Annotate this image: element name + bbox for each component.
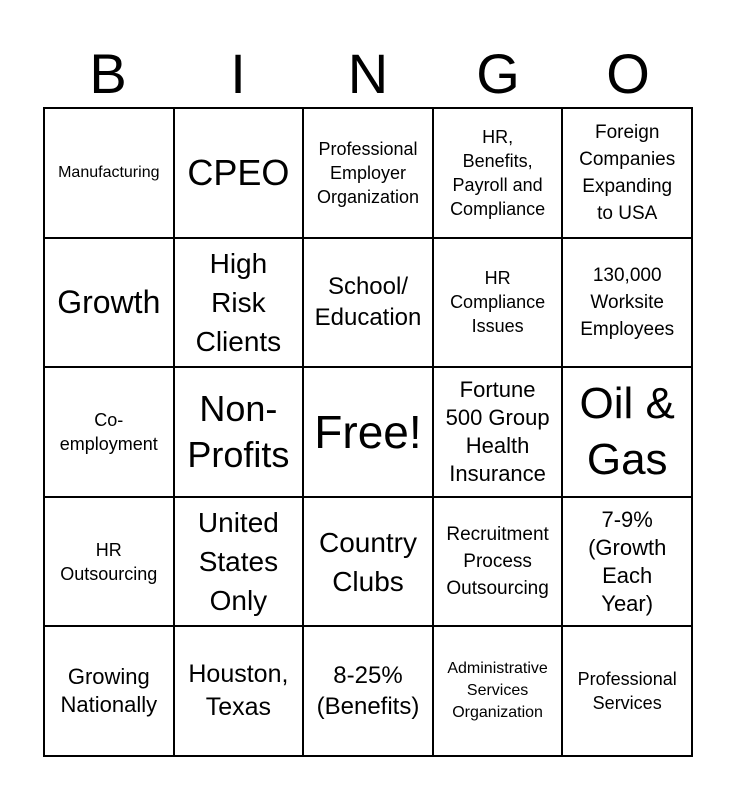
cell-text: Administrative Services Organization bbox=[447, 660, 548, 722]
bingo-cell-r2c5 bbox=[562, 238, 692, 368]
bingo-cell-r2c2 bbox=[174, 238, 304, 368]
header-letter-g: G bbox=[476, 42, 520, 105]
cell-text: Growing Nationally bbox=[60, 664, 158, 718]
bingo-cell-r5c4 bbox=[433, 626, 563, 756]
bingo-cell-r3c5 bbox=[562, 367, 692, 497]
cell-text: Fortune 500 Group Health Insurance bbox=[445, 376, 550, 486]
cell-text: 130,000 Worksite Employees bbox=[580, 264, 675, 340]
bingo-cell-r2c1 bbox=[44, 238, 174, 368]
cell-text: Manufacturing bbox=[58, 163, 160, 181]
header-letter-b: B bbox=[89, 42, 127, 105]
cell-text: High Risk Clients bbox=[195, 247, 282, 357]
bingo-cell-r4c3 bbox=[303, 497, 433, 627]
cell-text: Professional Services bbox=[577, 669, 677, 714]
cell-text: Oil & Gas bbox=[579, 378, 675, 484]
header-letter-n: N bbox=[347, 42, 389, 105]
bingo-cell-r1c1 bbox=[44, 108, 174, 238]
bingo-header bbox=[43, 40, 693, 108]
cell-text: Growth bbox=[57, 283, 161, 320]
cell-text: Country Clubs bbox=[318, 526, 418, 597]
bingo-cell-r5c2 bbox=[174, 626, 304, 756]
bingo-cell-r3c4 bbox=[433, 367, 563, 497]
bingo-cell-r3c2 bbox=[174, 367, 304, 497]
bingo-board bbox=[43, 107, 693, 757]
cell-text: 8-25% (Benefits) bbox=[316, 662, 420, 721]
bingo-cell-r2c3 bbox=[303, 238, 433, 368]
cell-text: Co- employment bbox=[59, 409, 158, 454]
cell-text: Free! bbox=[314, 405, 422, 458]
cell-text: HR, Benefits, Payroll and Compliance bbox=[450, 126, 546, 219]
bingo-cell-r4c2 bbox=[174, 497, 304, 627]
cell-text: Recruitment Process Outsourcing bbox=[446, 524, 549, 600]
bingo-cell-r3c1 bbox=[44, 367, 174, 497]
cell-text: Foreign Companies Expanding to USA bbox=[579, 121, 676, 224]
cell-text: 7-9% (Growth Each Year) bbox=[588, 506, 667, 616]
header-letter-i: I bbox=[230, 42, 246, 105]
bingo-cell-r1c4 bbox=[433, 108, 563, 238]
bingo-cell-r5c3 bbox=[303, 626, 433, 756]
bingo-cell-r5c1 bbox=[44, 626, 174, 756]
cell-text: Houston, Texas bbox=[188, 660, 289, 722]
bingo-cell-r5c5 bbox=[562, 626, 692, 756]
bingo-cell-r3c3 free-space bbox=[303, 367, 433, 497]
bingo-cell-r1c5 bbox=[562, 108, 692, 238]
bingo-cell-r4c4 bbox=[433, 497, 563, 627]
bingo-cell-r2c4 bbox=[433, 238, 563, 368]
bingo-cell-r1c3 bbox=[303, 108, 433, 238]
bingo-cell-r4c1 bbox=[44, 497, 174, 627]
cell-text: HR Compliance Issues bbox=[450, 268, 546, 337]
cell-text: CPEO bbox=[187, 151, 290, 193]
cell-text: School/ Education bbox=[314, 273, 422, 332]
bingo-cell-r1c2 bbox=[174, 108, 304, 238]
cell-text: Non- Profits bbox=[187, 387, 290, 475]
header-letter-o: O bbox=[606, 42, 650, 105]
bingo-cell-r4c5 bbox=[562, 497, 692, 627]
cell-text: United States Only bbox=[197, 507, 279, 617]
cell-text: Professional Employer Organization bbox=[316, 138, 420, 207]
cell-text: HR Outsourcing bbox=[60, 539, 158, 584]
